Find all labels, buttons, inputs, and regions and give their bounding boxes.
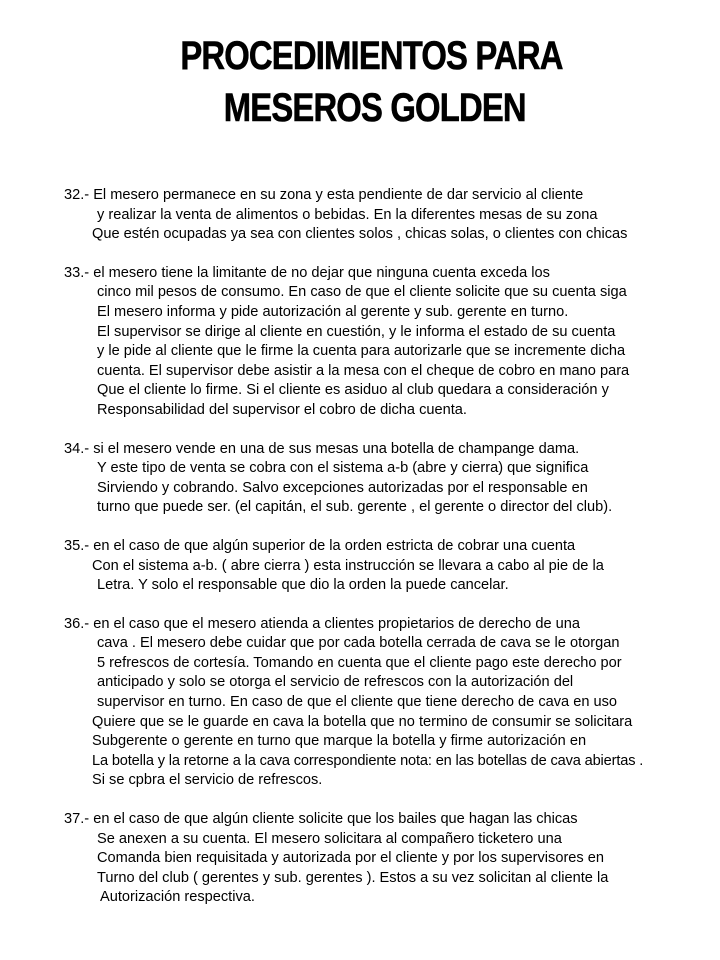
procedure-37-line-2: Se anexen a su cuenta. El mesero solicitara al compañero ticketero una	[97, 830, 562, 847]
procedure-36-line-8: La botella y la retorne a la cava correspondiente nota: en las botellas de cava abiertas .	[92, 752, 644, 769]
procedure-36-line-4: anticipado y solo se otorga el servicio de refrescos con la autorización del	[97, 674, 574, 691]
section-gap	[0, 245, 720, 264]
procedure-36-line-6: Quiere que se le guarde en cava la botella que no termino de consumir se solicitara	[92, 713, 633, 730]
title-line-1: PROCEDIMIENTOS PARA	[180, 34, 563, 78]
procedure-36-line-9: Si se cpbra el servicio de refrescos.	[92, 772, 323, 789]
procedure-35-line-3: Letra. Y solo el responsable que dio la orden la puede cancelar.	[97, 577, 509, 594]
procedure-32-line-2: y realizar la venta de alimentos o bebidas. En la diferentes mesas de su zona	[97, 206, 598, 223]
procedure-32	[0, 186, 720, 245]
section-gap	[0, 518, 720, 537]
procedure-37-line-3: Comanda bien requisitada y autorizada por el cliente y por los supervisores en	[97, 850, 605, 867]
procedure-33-line-4: El supervisor se dirige al cliente en cuestión, y le informa el estado de su cuenta	[97, 323, 616, 340]
procedure-33-line-8: Responsabilidad del supervisor el cobro de dicha cuenta.	[97, 401, 467, 418]
title-line-2: MESEROS GOLDEN	[223, 86, 526, 130]
procedure-33-line-2: cinco mil pesos de consumo. En caso de que el cliente solicite que su cuenta siga	[97, 284, 627, 301]
procedure-33	[0, 264, 720, 421]
procedure-37-line-5: Autorización respectiva.	[100, 889, 255, 906]
procedure-35-line-1: 35.- en el caso de que algún superior de la orden estricta de cobrar una cuenta	[64, 537, 576, 554]
procedure-37	[0, 810, 720, 908]
procedure-34-line-3: Sirviendo y cobrando. Salvo excepciones autorizadas por el responsable en	[97, 479, 588, 496]
procedure-34-line-2: Y este tipo de venta se cobra con el sistema a-b (abre y cierra) que significa	[97, 460, 589, 477]
procedure-34-line-4: turno que puede ser. (el capitán, el sub. gerente , el gerente o director del club).	[97, 499, 613, 516]
procedure-36-line-1: 36.- en el caso que el mesero atienda a clientes propietarios de derecho de una	[64, 615, 580, 632]
procedure-36-line-5: supervisor en turno. En caso de que el cliente que tiene derecho de cava en uso	[97, 694, 618, 711]
procedure-37-line-1: 37.- en el caso de que algún cliente solicite que los bailes que hagan las chicas	[64, 811, 578, 828]
procedure-35-line-2: Con el sistema a-b. ( abre cierra ) esta instrucción se llevara a cabo al pie de la	[92, 557, 604, 574]
procedure-33-line-7: Que el cliente lo firme. Si el cliente es asiduo al club quedara a consideración y	[97, 382, 609, 399]
procedure-36-line-2: cava . El mesero debe cuidar que por cada botella cerrada de cava se le otorgan	[97, 635, 620, 652]
procedure-36-line-7: Subgerente o gerente en turno que marque la botella y firme autorización en	[92, 733, 587, 750]
section-gap	[0, 791, 720, 810]
procedure-33-line-5: y le pide al cliente que le firme la cuenta para autorizarle que se incremente dicha	[97, 343, 626, 360]
document-title	[0, 30, 720, 134]
procedure-36	[0, 615, 720, 791]
procedure-33-line-6: cuenta. El supervisor debe asistir a la mesa con el cheque de cobro en mano para	[97, 362, 630, 379]
procedure-32-line-1: 32.- El mesero permanece en su zona y esta pendiente de dar servicio al cliente	[64, 187, 584, 203]
section-gap	[0, 421, 720, 440]
procedure-37-line-4: Turno del club ( gerentes y sub. gerentes ). Estos a su vez solicitan al cliente la	[97, 869, 609, 886]
procedure-34	[0, 440, 720, 518]
procedure-35	[0, 537, 720, 596]
procedure-33-line-3: El mesero informa y pide autorización al gerente y sub. gerente en turno.	[97, 303, 569, 320]
procedure-32-line-3: Que estén ocupadas ya sea con clientes solos , chicas solas, o clientes con chicas	[92, 226, 628, 243]
procedure-33-line-1: 33.- el mesero tiene la limitante de no dejar que ninguna cuenta exceda los	[64, 264, 550, 281]
procedure-34-line-1: 34.- si el mesero vende en una de sus mesas una botella de champange dama.	[64, 440, 580, 457]
procedure-36-line-3: 5 refrescos de cortesía. Tomando en cuenta que el cliente pago este derecho por	[97, 654, 622, 671]
section-gap	[0, 596, 720, 615]
document-body	[0, 186, 720, 908]
